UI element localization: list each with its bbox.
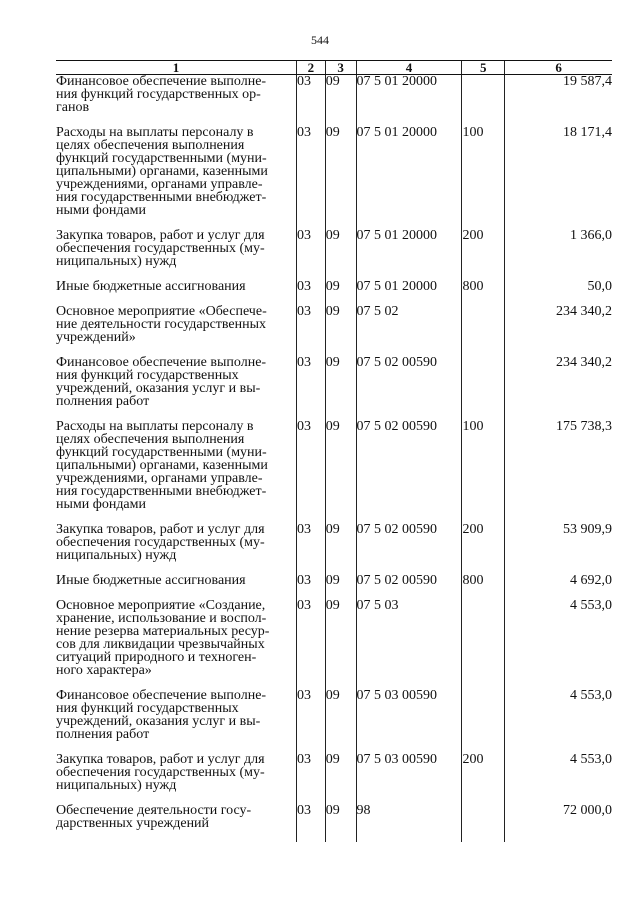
header-col-6: 6 (505, 61, 612, 75)
row-section-cell: 03 (297, 229, 326, 280)
row-name-cell (56, 574, 297, 599)
row-section-cell: 03 (297, 356, 326, 420)
row-name-line: функций государственными (муни- (56, 151, 267, 166)
row-subsection-cell: 09 (325, 75, 356, 127)
row-name-cell (56, 420, 297, 523)
row-amount-cell: 1 366,0 (505, 229, 612, 280)
row-name-line: нение резерва материальных ресур- (56, 624, 270, 639)
row-section-cell: 03 (297, 523, 326, 574)
row-name-line: Основное мероприятие «Создание, (56, 598, 266, 613)
row-name-cell (56, 305, 297, 356)
table-row (56, 126, 612, 229)
row-name-line: полнения работ (56, 394, 150, 409)
row-target-article-cell: 98 (356, 804, 462, 842)
header-row (56, 61, 612, 75)
table-row (56, 753, 612, 804)
row-expense-type-cell (462, 804, 505, 842)
row-name-cell (56, 523, 297, 574)
header-col-2: 2 (297, 61, 326, 75)
table-row (56, 574, 612, 599)
table-row (56, 305, 612, 356)
row-subsection-cell: 09 (325, 753, 356, 804)
row-name-line: ние деятельности государственных (56, 317, 267, 332)
header-col-3: 3 (325, 61, 356, 75)
row-name-line: Финансовое обеспечение выполне- (56, 355, 267, 370)
table-row (56, 523, 612, 574)
row-name-line: Иные бюджетные ассигнования (56, 573, 246, 588)
row-amount-cell: 53 909,9 (505, 523, 612, 574)
row-name-line: ния функций государственных (56, 701, 239, 716)
row-amount-cell: 4 692,0 (505, 574, 612, 599)
row-amount-cell: 50,0 (505, 280, 612, 305)
row-name-line: Иные бюджетные ассигнования (56, 279, 246, 294)
row-expense-type-cell: 100 (462, 420, 505, 523)
budget-table (56, 60, 612, 842)
row-name-line: ципальными) органами, казенными (56, 458, 268, 473)
row-name-line: учреждений» (56, 330, 136, 345)
table-row (56, 599, 612, 689)
row-name-line: дарственных учреждений (56, 816, 210, 831)
row-amount-cell: 4 553,0 (505, 753, 612, 804)
table-row (56, 75, 612, 127)
row-name-line: ситуаций природного и техноген- (56, 650, 257, 665)
row-name-line: Основное мероприятие «Обеспече- (56, 304, 267, 319)
row-name-cell (56, 356, 297, 420)
row-expense-type-cell (462, 356, 505, 420)
row-name-line: хранение, использование и воспол- (56, 611, 267, 626)
row-subsection-cell: 09 (325, 305, 356, 356)
row-name-line: учреждениями, органами управле- (56, 177, 263, 192)
row-subsection-cell: 09 (325, 523, 356, 574)
row-name-line: целях обеспечения выполнения (56, 138, 245, 153)
row-name-line: ными фондами (56, 497, 147, 512)
row-amount-cell: 234 340,2 (505, 305, 612, 356)
row-expense-type-cell (462, 305, 505, 356)
row-expense-type-cell: 200 (462, 523, 505, 574)
row-subsection-cell: 09 (325, 280, 356, 305)
row-name-cell (56, 804, 297, 842)
row-name-line: функций государственными (муни- (56, 445, 267, 460)
row-amount-cell: 4 553,0 (505, 689, 612, 753)
table-row (56, 804, 612, 842)
row-name-line: учреждений, оказания услуг и вы- (56, 381, 261, 396)
row-subsection-cell: 09 (325, 420, 356, 523)
row-amount-cell: 175 738,3 (505, 420, 612, 523)
table-row (56, 420, 612, 523)
row-name-line: ния государственными внебюджет- (56, 190, 267, 205)
row-subsection-cell: 09 (325, 229, 356, 280)
row-name-line: ными фондами (56, 203, 147, 218)
table-row (56, 229, 612, 280)
row-name-cell (56, 280, 297, 305)
row-subsection-cell: 09 (325, 689, 356, 753)
row-section-cell: 03 (297, 599, 326, 689)
row-name-cell (56, 689, 297, 753)
row-name-line: ниципальных) нужд (56, 254, 177, 269)
row-name-line: Обеспечение деятельности госу- (56, 803, 252, 818)
row-name-cell (56, 753, 297, 804)
row-target-article-cell: 07 5 02 00590 (356, 356, 462, 420)
row-name-line: ниципальных) нужд (56, 548, 177, 563)
row-target-article-cell: 07 5 02 (356, 305, 462, 356)
row-target-article-cell: 07 5 03 (356, 599, 462, 689)
row-name-line: сов для ликвидации чрезвычайных (56, 637, 265, 652)
row-subsection-cell: 09 (325, 804, 356, 842)
row-target-article-cell: 07 5 01 20000 (356, 126, 462, 229)
row-name-line: Финансовое обеспечение выполне- (56, 688, 267, 703)
row-expense-type-cell (462, 599, 505, 689)
row-target-article-cell: 07 5 03 00590 (356, 753, 462, 804)
row-name-line: учреждений, оказания услуг и вы- (56, 714, 261, 729)
row-name-line: ганов (56, 100, 90, 115)
row-name-line: Финансовое обеспечение выполне- (56, 74, 267, 89)
row-subsection-cell: 09 (325, 599, 356, 689)
row-section-cell: 03 (297, 804, 326, 842)
header-col-4: 4 (356, 61, 462, 75)
row-expense-type-cell (462, 689, 505, 753)
row-name-line: ния функций государственных ор- (56, 87, 261, 102)
row-name-cell (56, 75, 297, 127)
row-name-line: Расходы на выплаты персоналу в (56, 125, 254, 140)
row-amount-cell: 18 171,4 (505, 126, 612, 229)
row-name-cell (56, 229, 297, 280)
row-amount-cell: 72 000,0 (505, 804, 612, 842)
row-name-line: полнения работ (56, 727, 150, 742)
row-target-article-cell: 07 5 01 20000 (356, 75, 462, 127)
row-expense-type-cell: 800 (462, 280, 505, 305)
row-section-cell: 03 (297, 305, 326, 356)
row-name-line: ниципальных) нужд (56, 778, 177, 793)
row-name-cell (56, 126, 297, 229)
row-target-article-cell: 07 5 03 00590 (356, 689, 462, 753)
row-subsection-cell: 09 (325, 574, 356, 599)
row-name-line: обеспечения государственных (му- (56, 535, 265, 550)
table-row (56, 280, 612, 305)
row-subsection-cell: 09 (325, 356, 356, 420)
row-expense-type-cell: 200 (462, 753, 505, 804)
row-name-line: целях обеспечения выполнения (56, 432, 245, 447)
table-body (56, 75, 612, 843)
row-expense-type-cell (462, 75, 505, 127)
row-section-cell: 03 (297, 280, 326, 305)
row-amount-cell: 4 553,0 (505, 599, 612, 689)
row-name-line: учреждениями, органами управле- (56, 471, 263, 486)
row-name-cell (56, 599, 297, 689)
row-section-cell: 03 (297, 420, 326, 523)
row-target-article-cell: 07 5 02 00590 (356, 574, 462, 599)
row-amount-cell: 19 587,4 (505, 75, 612, 127)
header-col-5: 5 (462, 61, 505, 75)
row-section-cell: 03 (297, 689, 326, 753)
row-section-cell: 03 (297, 574, 326, 599)
row-expense-type-cell: 800 (462, 574, 505, 599)
row-name-line: ного характера» (56, 663, 152, 678)
row-name-line: ния государственными внебюджет- (56, 484, 267, 499)
row-target-article-cell: 07 5 02 00590 (356, 420, 462, 523)
row-amount-cell: 234 340,2 (505, 356, 612, 420)
table-row (56, 689, 612, 753)
row-name-line: Закупка товаров, работ и услуг для (56, 522, 265, 537)
row-section-cell: 03 (297, 753, 326, 804)
header-col-1: 1 (56, 61, 297, 75)
row-target-article-cell: 07 5 01 20000 (356, 280, 462, 305)
row-expense-type-cell: 200 (462, 229, 505, 280)
row-expense-type-cell: 100 (462, 126, 505, 229)
row-target-article-cell: 07 5 01 20000 (356, 229, 462, 280)
row-name-line: Закупка товаров, работ и услуг для (56, 228, 265, 243)
row-name-line: ципальными) органами, казенными (56, 164, 268, 179)
row-name-line: Закупка товаров, работ и услуг для (56, 752, 265, 767)
row-name-line: обеспечения государственных (му- (56, 241, 265, 256)
row-section-cell: 03 (297, 75, 326, 127)
row-target-article-cell: 07 5 02 00590 (356, 523, 462, 574)
table-row (56, 356, 612, 420)
row-section-cell: 03 (297, 126, 326, 229)
row-name-line: обеспечения государственных (му- (56, 765, 265, 780)
table-header (56, 61, 612, 75)
page-number: 544 (311, 33, 329, 47)
row-name-line: ния функций государственных (56, 368, 239, 383)
row-subsection-cell: 09 (325, 126, 356, 229)
row-name-line: Расходы на выплаты персоналу в (56, 419, 254, 434)
